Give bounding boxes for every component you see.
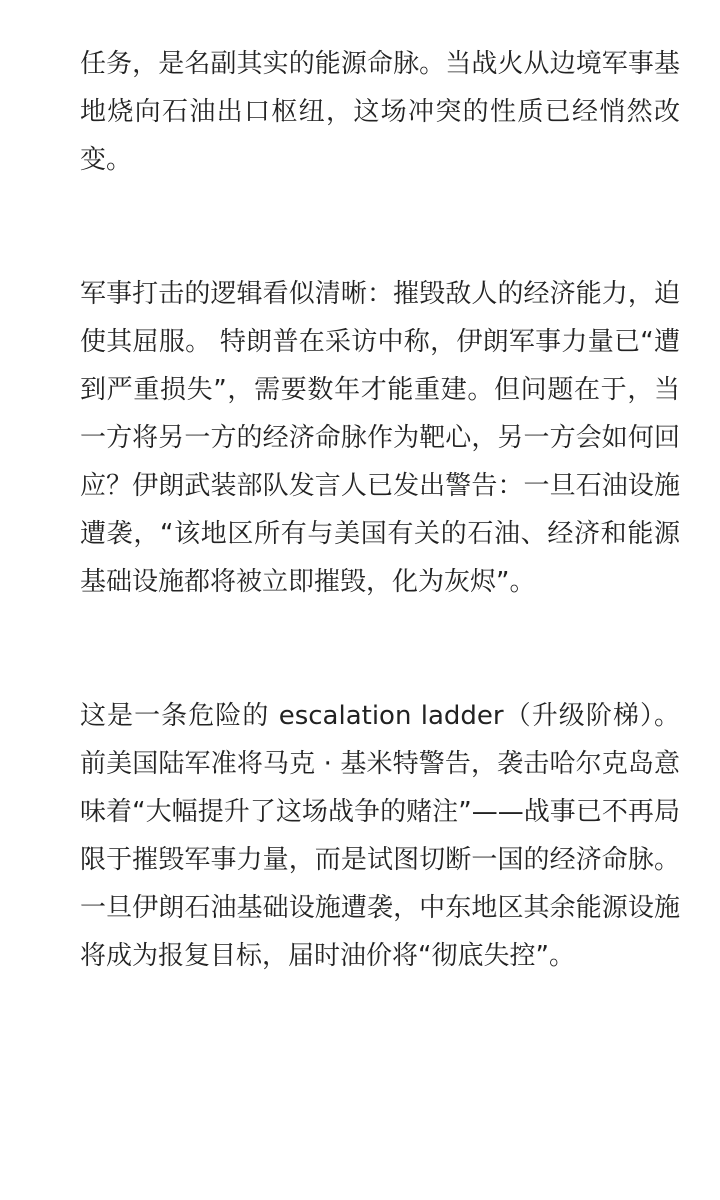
article-paragraph-1: 任务，是名副其实的能源命脉。当战火从边境军事基地烧向石油出口枢纽，这场冲突的性质已经悄然改变。 <box>80 49 680 175</box>
article-paragraph-2: 军事打击的逻辑看似清晰：摧毁敌人的经济能力，迫使其屈服。 特朗普在采访中称，伊朗军事力量已“遭到严重损失”，需要数年才能重建。但问题在于，当一方将另一方的经济命脉作为靶心，另一方会如何回应？伊朗武装部队发言人已发出警告：一旦石油设施遭袭，“该地区所有与美国有关的石油、经济和能源基础设施都将被立即摧毁，化为灰烬”。 <box>80 279 680 597</box>
article-paragraph-3: 这是一条危险的 escalation ladder（升级阶梯）。前美国陆军准将马克 · 基米特警告，袭击哈尔克岛意味着“大幅提升了这场战争的赌注”——战事已不再局限于摧毁军事力量，而是试图切断一国的经济命脉。一旦伊朗石油基础设施遭袭，中东地区其余能源设施将成为报复目标，届时油价将“彻底失控”。 <box>80 701 680 971</box>
